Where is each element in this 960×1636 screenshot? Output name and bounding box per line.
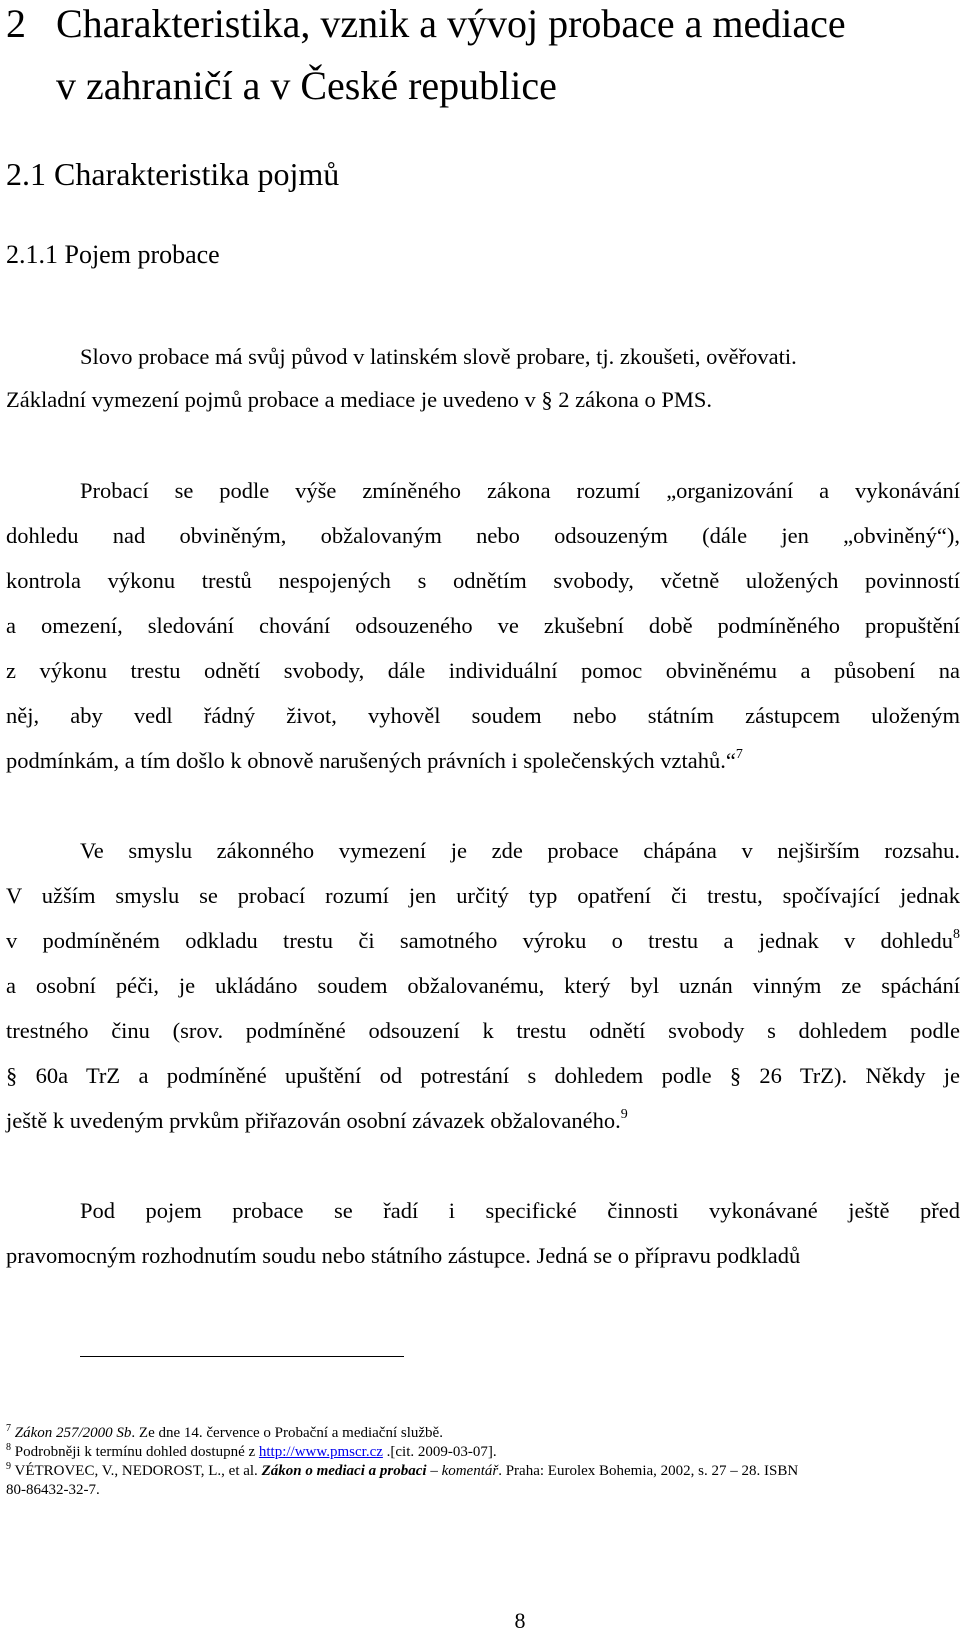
para3-line: § 60a TrZ a podmíněné upuštění od potrestání s dohledem podle § 26 TrZ). Někdy je bbox=[6, 1063, 960, 1088]
footnote-number: 9 bbox=[6, 1461, 11, 1472]
chapter-title-line2: v zahraničí a v České republice bbox=[56, 63, 557, 108]
para2-line: z výkonu trestu odnětí svobody, dále individuální pomoc obviněnému a působení na bbox=[6, 658, 960, 683]
footnote-7 bbox=[6, 1424, 946, 1443]
para4-line: pravomocným rozhodnutím soudu nebo státního zástupce. Jedná se o přípravu podkladů bbox=[6, 1243, 801, 1268]
footnote-number: 8 bbox=[6, 1442, 11, 1453]
section-heading: 2.1 Charakteristika pojmů bbox=[6, 156, 340, 192]
para2-line: podmínkám, a tím došlo k obnově narušených právních i společenských vztahů.“ bbox=[6, 748, 736, 773]
page-number: 8 bbox=[514, 1608, 526, 1633]
para1-line: Slovo probace má svůj původ v latinském slově probare, tj. zkoušeti, ověřovati. bbox=[80, 344, 797, 369]
chapter-heading bbox=[6, 1, 846, 46]
para3-line: a osobní péči, je ukládáno soudem obžalovanému, který byl uznán vinným ze spáchání bbox=[6, 973, 960, 998]
para3-line: trestného činu (srov. podmíněné odsouzení k trestu odnětí svobody s dohledem podle bbox=[6, 1018, 960, 1043]
para2-line: a omezení, sledování chování odsouzeného ve zkušební době podmíněného propuštění bbox=[6, 613, 960, 638]
para3-line: ještě k uvedeným prvkům přiřazován osobní závazek obžalovaného. bbox=[6, 1108, 621, 1133]
para1-line: Základní vymezení pojmů probace a mediace je uvedeno v § 2 zákona o PMS. bbox=[6, 387, 713, 412]
footnote-ref: 9 bbox=[620, 1107, 628, 1122]
para2-line: kontrola výkonu trestů nespojených s odnětím svobody, včetně uložených povinností bbox=[6, 568, 960, 593]
para2-line: něj, aby vedl řádný život, vyhověl soudem nebo státním zástupcem uloženým bbox=[6, 703, 960, 728]
footnote-bold-italic: Zákon o mediaci a probaci bbox=[261, 1463, 427, 1479]
para3-line-with-ref bbox=[6, 926, 960, 956]
chapter-title-line1: Charakteristika, vznik a vývoj probace a mediace bbox=[56, 1, 846, 46]
para3-line: v podmíněném odkladu trestu či samotného výroku o trestu a jednak v dohledu bbox=[6, 928, 953, 953]
para3-line: Ve smyslu zákonného vymezení je zde probace chápána v nejširším rozsahu. bbox=[80, 838, 960, 863]
footnote-text: VÉTROVEC, V., NEDOROST, L., et al. bbox=[14, 1463, 262, 1479]
footnote-link[interactable]: http://www.pmscr.cz bbox=[258, 1444, 383, 1460]
footnote-italic: Zákon 257/2000 Sb bbox=[14, 1425, 132, 1441]
footnote-9 bbox=[6, 1462, 946, 1481]
subsection-heading: 2.1.1 Pojem probace bbox=[6, 240, 220, 269]
footnote-text: Podrobněji k termínu dohled dostupné z bbox=[14, 1444, 259, 1460]
para4-line: Pod pojem probace se řadí i specifické činnosti vykonávané ještě před bbox=[80, 1198, 960, 1223]
para2-line: Probací se podle výše zmíněného zákona rozumí „organizování a vykonávání bbox=[80, 478, 960, 503]
footnote-9-line2: 80-86432-32-7. bbox=[6, 1482, 100, 1498]
footnote-text: . Ze dne 14. července o Probační a mediační službě. bbox=[131, 1425, 443, 1441]
footnote-italic: komentář bbox=[441, 1463, 499, 1479]
para2-last-line bbox=[6, 746, 960, 776]
footnote-text: . Praha: Eurolex Bohemia, 2002, s. 27 – 28. ISBN bbox=[498, 1463, 799, 1479]
footnote-separator bbox=[80, 1356, 404, 1357]
footnote-ref: 8 bbox=[953, 927, 960, 942]
chapter-number: 2 bbox=[6, 1, 26, 46]
para3-last-line bbox=[6, 1106, 960, 1136]
para2-line: dohledu nad obviněným, obžalovaným nebo odsouzeným (dále jen „obviněný“), bbox=[6, 523, 960, 548]
para3-line: V užším smyslu se probací rozumí jen určitý typ opatření či trestu, spočívající jednak bbox=[6, 883, 960, 908]
footnote-tail: .[cit. 2009-03-07]. bbox=[382, 1444, 497, 1460]
footnote-8 bbox=[6, 1443, 946, 1462]
footnote-number: 7 bbox=[6, 1423, 11, 1434]
footnote-text: – bbox=[426, 1463, 442, 1479]
footnote-ref: 7 bbox=[735, 747, 743, 762]
